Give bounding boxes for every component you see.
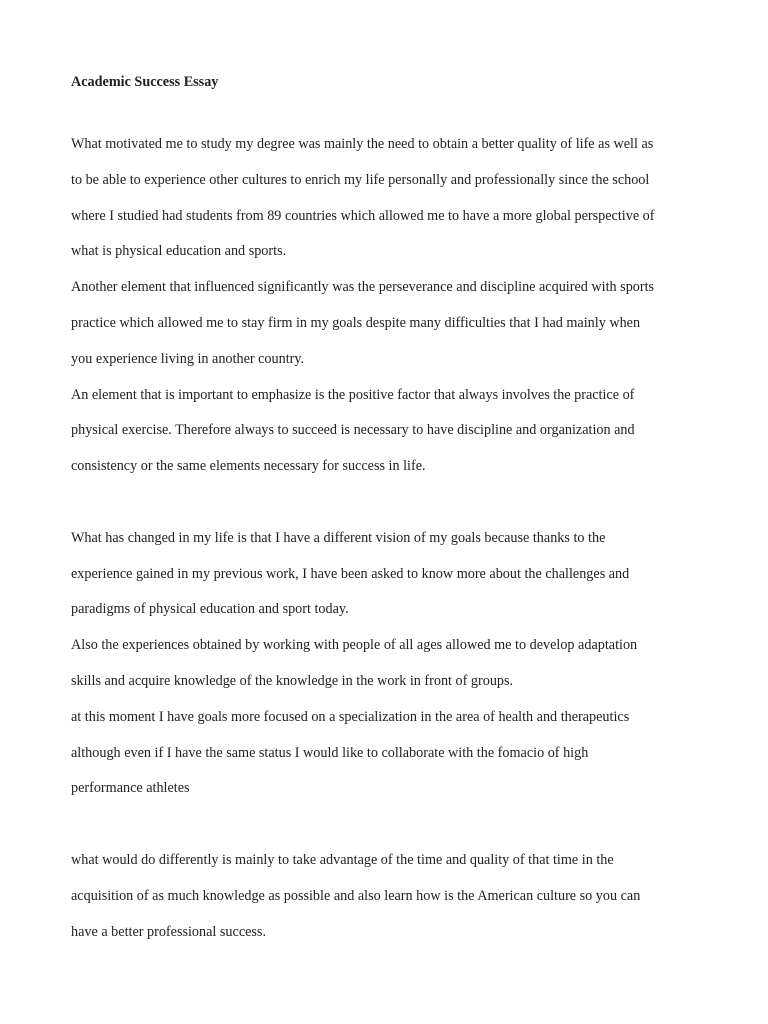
text-line: Also the experiences obtained by working with people of all ages allowed me to develop adaptation <box>71 637 638 654</box>
text-line: skills and acquire knowledge of the knowledge in the work in front of groups. <box>71 672 514 689</box>
text-line: practice which allowed me to stay firm in my goals despite many difficulties that I had mainly when <box>71 314 641 331</box>
paragraph-differently <box>71 843 696 950</box>
text-line: what is physical education and sports. <box>71 243 287 260</box>
text-line: physical exercise. Therefore always to succeed is necessary to have discipline and organization and <box>71 422 635 439</box>
text-line: Another element that influenced significantly was the perseverance and discipline acquired with sports <box>71 279 655 296</box>
text-line: performance athletes <box>71 780 190 797</box>
text-line: at this moment I have goals more focused on a specialization in the area of health and therapeutics <box>71 708 630 725</box>
text-line: What has changed in my life is that I have a different vision of my goals because thanks to the <box>71 529 606 546</box>
text-line: paradigms of physical education and sport today. <box>71 601 349 618</box>
text-line: consistency or the same elements necessary for success in life. <box>71 458 426 475</box>
text-line: to be able to experience other cultures to enrich my life personally and professionally since the school <box>71 171 650 188</box>
paragraph-motivation <box>71 127 696 270</box>
paragraph-changes <box>71 521 696 628</box>
document-body <box>71 72 696 950</box>
text-line: although even if I have the same status I would like to collaborate with the fomacio of high <box>71 744 589 761</box>
paragraph-experiences <box>71 628 696 700</box>
text-line: acquisition of as much knowledge as possible and also learn how is the American culture so you can <box>71 887 641 904</box>
text-line: experience gained in my previous work, I have been asked to know more about the challenges and <box>71 565 630 582</box>
text-line: what would do differently is mainly to take advantage of the time and quality of that time in the <box>71 851 614 868</box>
text-line: An element that is important to emphasize is the positive factor that always involves the practice of <box>71 386 635 403</box>
text-line: have a better professional success. <box>71 923 267 940</box>
paragraph-exercise <box>71 378 696 485</box>
paragraph-goals <box>71 700 696 807</box>
text-line: What motivated me to study my degree was mainly the need to obtain a better quality of life as well as <box>71 136 654 152</box>
document-title: Academic Success Essay <box>71 74 219 90</box>
text-line: you experience living in another country. <box>71 350 305 367</box>
text-line: where I studied had students from 89 countries which allowed me to have a more global perspective of <box>71 207 655 224</box>
paragraph-perseverance <box>71 270 696 377</box>
